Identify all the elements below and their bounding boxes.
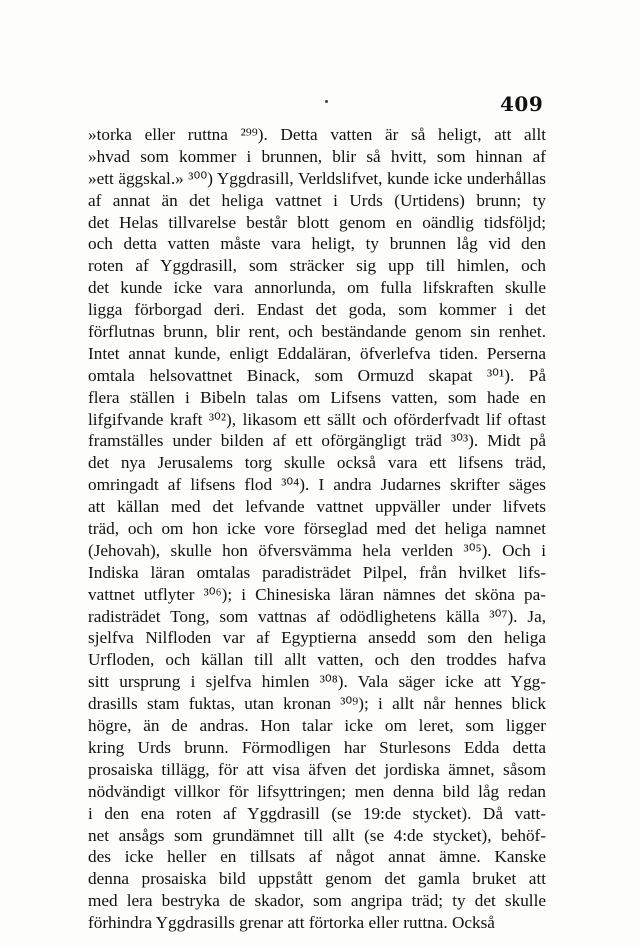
text-line: drasills stam fuktas, utan kronan ³⁰⁹); i allt når hennes blick [88, 694, 546, 714]
text-line: omringadt af lifsens flod ³⁰⁴). I andra Judarnes skrifter säges [88, 475, 546, 495]
text-line: och detta vatten måste vara heligt, ty brunnen låg vid den [88, 234, 546, 254]
text-line: i den ena roten af Yggdrasill (se 19:de stycket). Då vatt- [88, 803, 546, 823]
text-line: prosaiska tillägg, för att visa äfven det jordiska ämnet, såsom [88, 759, 546, 779]
text-line: det Helas tillvarelse består blott genom en oändlig tidsföljd; [88, 212, 546, 232]
text-line: kring Urds brunn. Förmodligen har Sturlesons Edda detta [88, 737, 546, 757]
print-speck [325, 100, 328, 103]
text-line: det nya Jerusalems torg skulle också vara ett lifsens träd, [88, 453, 546, 473]
text-line: »torka eller ruttna ²⁹⁹). Detta vatten är så heligt, att allt [88, 125, 546, 144]
text-line: nödvändigt villkor för lifsyttringen; men denna bild låg redan [88, 781, 546, 801]
text-line: träd, och om hon icke vore förseglad med det heliga namnet [88, 519, 546, 539]
text-line: att källan med det lefvande vattnet uppväller under lifvets [88, 497, 546, 517]
text-line: Urfloden, och källan till allt vatten, och den troddes hafva [88, 650, 546, 670]
text-line: af annat än det heliga vattnet i Urds (Urtidens) brunn; ty [88, 190, 546, 210]
text-line: med lera bestryka de skador, som angripa träd; ty det skulle [88, 891, 546, 911]
text-line: radisträdet Tong, som vattnas af odödlighetens källa ³⁰⁷). Ja, [88, 606, 546, 626]
body-text [88, 124, 546, 934]
text-line: (Jehovah), skulle hon öfversvämma hela verlden ³⁰⁵). Och i [88, 540, 546, 560]
text-line: omtala helsovattnet Binack, som Ormuzd skapat ³⁰¹). På [88, 365, 546, 385]
text-line: förflutnas brunn, blir rent, och beständande genom sin renhet. [88, 322, 546, 342]
text-line: sjelfva Nilfloden var af Egyptierna ansedd som den heliga [88, 628, 546, 648]
text-line: »ett äggskal.» ³⁰⁰) Yggdrasill, Verldslifvet, kunde icke underhållas [88, 168, 546, 188]
text-line: des icke heller en tillsats af något annat ämne. Kanske [88, 847, 546, 867]
text-line: vattnet utflyter ³⁰⁶); i Chinesiska läran nämnes det sköna pa- [88, 584, 546, 604]
text-line: »hvad som kommer i brunnen, blir så hvitt, som hinnan af [88, 146, 546, 166]
text-line: Indiska läran omtalas paradisträdet Pilpel, från hvilket lifs- [88, 562, 546, 582]
text-line: det kunde icke vara annorlunda, om fulla lifskraften skulle [88, 278, 546, 298]
page-number: 409 [500, 92, 544, 116]
text-line: roten af Yggdrasill, som sträcker sig upp till himlen, och [88, 256, 546, 276]
text-line: lifgifvande kraft ³⁰²), likasom ett sällt och oförderfvadt lif oftast [88, 409, 546, 429]
text-line: denna prosaiska bild uppstått genom det gamla bruket att [88, 869, 546, 889]
text-line: sitt ursprung i sjelfva himlen ³⁰⁸). Vala säger icke att Ygg- [88, 672, 546, 692]
text-line: framställes under bilden af ett oförgängligt träd ³⁰³). Midt på [88, 431, 546, 451]
text-line: Intet annat kunde, enligt Eddaläran, öfverlefva tiden. Perserna [88, 343, 546, 363]
text-line: förhindra Yggdrasills grenar att förtorka eller ruttna. Också [88, 913, 495, 933]
text-line: högre, än de andras. Hon talar icke om leret, som ligger [88, 716, 546, 736]
text-line: ligga förborgad deri. Endast det goda, som kommer i det [88, 300, 546, 320]
text-line: net ansågs som grundämnet till allt (se 4:de stycket), behöf- [88, 825, 546, 845]
text-line: flera ställen i Bibeln talas om Lifsens vatten, som hade en [88, 387, 546, 407]
